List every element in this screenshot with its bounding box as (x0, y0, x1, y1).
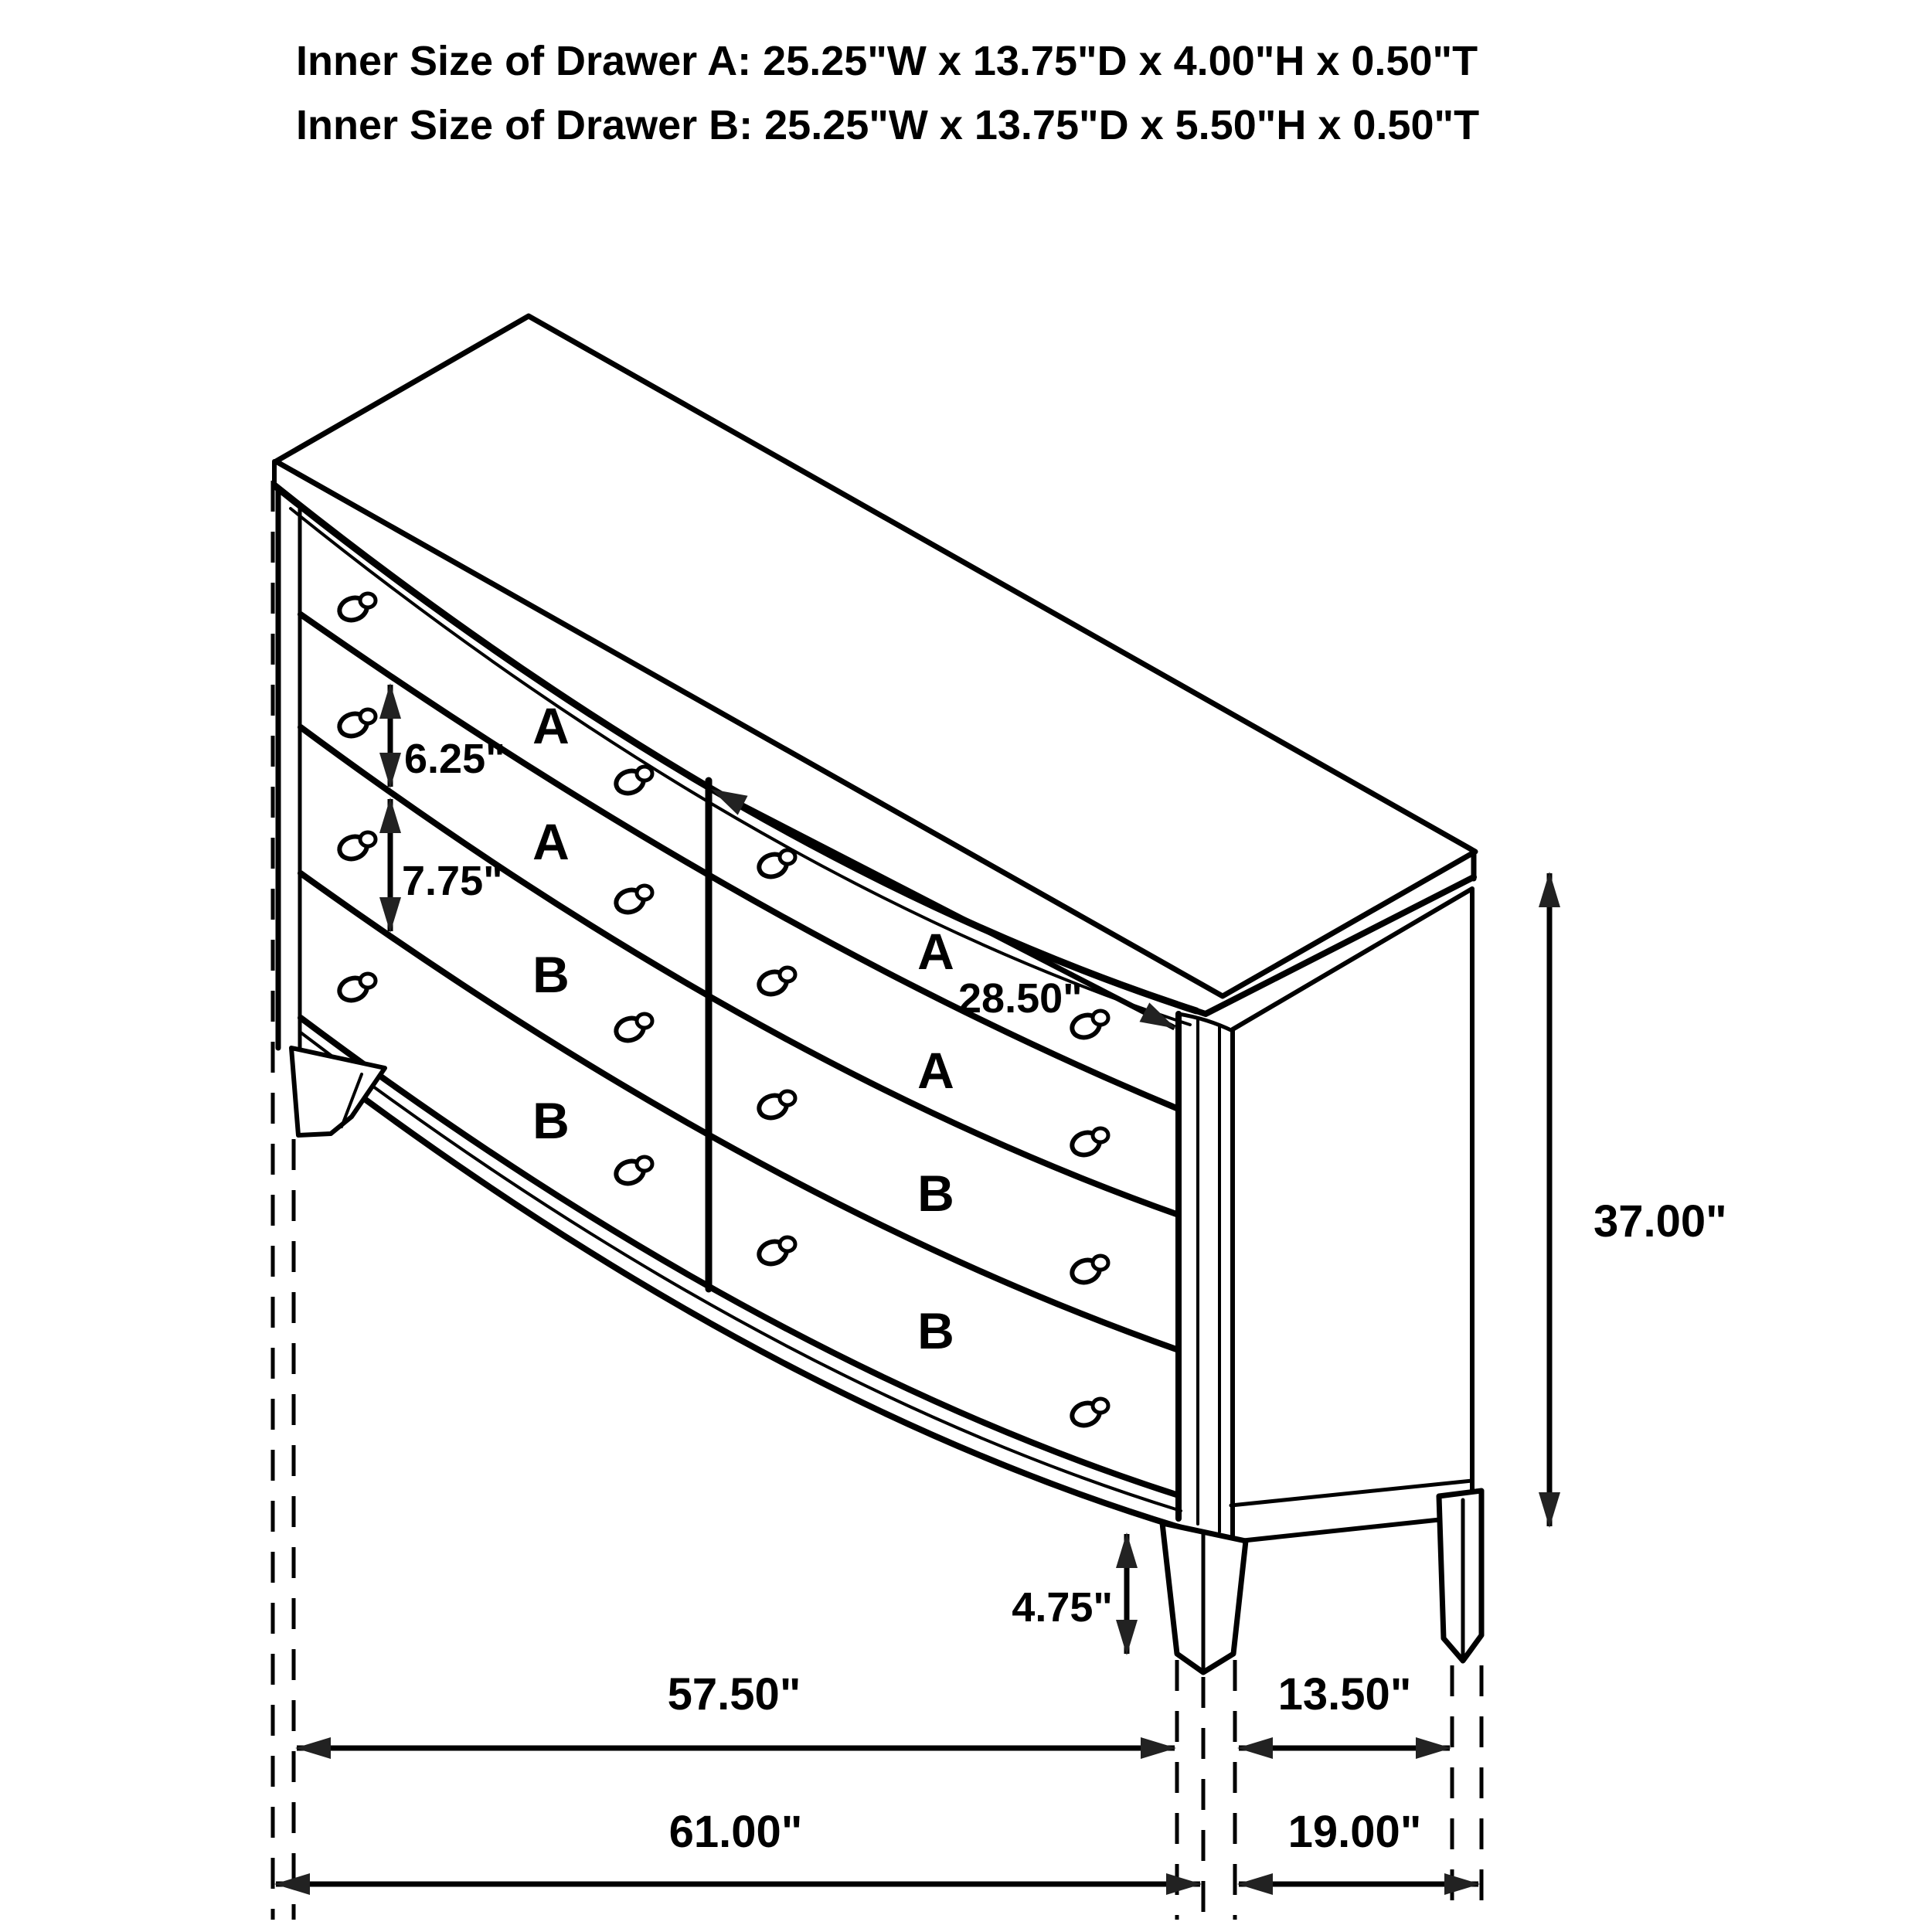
dim-side-leg-spacing (1239, 1669, 1450, 1748)
dim-drawer-a-front-height (390, 685, 505, 787)
drawer-knob (337, 594, 376, 624)
side-panel (1233, 889, 1472, 1542)
drawer-knob (757, 850, 795, 880)
drawer-knob (1070, 1128, 1108, 1158)
drawer-knob (757, 1237, 795, 1267)
dim-overall-width (276, 1807, 1200, 1884)
drawer-letter: B (532, 1092, 570, 1149)
drawer-knob (614, 1014, 652, 1044)
dim-label-overall-height: 37.00" (1594, 1196, 1727, 1247)
drawer-knob (337, 709, 376, 740)
dim-leg-height (1012, 1534, 1127, 1654)
drawer-knob (614, 886, 652, 916)
drawer-knob (757, 968, 795, 998)
drawer-letter: A (917, 1042, 954, 1099)
dresser (274, 316, 1481, 1672)
drawer-letter: A (532, 697, 570, 754)
drawer-knob (614, 1157, 652, 1187)
dim-overall-height (1549, 873, 1727, 1526)
dim-label-drawer-b: 7.75" (402, 858, 503, 904)
title-line-1: Inner Size of Drawer A: 25.25"W x 13.75"D x 4.00"H x 0.50"T (296, 38, 1478, 84)
dim-label-front-leg-spacing: 57.50" (667, 1669, 801, 1719)
drawer-knob (1070, 1256, 1108, 1286)
drawer-knob (757, 1091, 795, 1121)
dim-label-right-section: 28.50" (958, 975, 1083, 1022)
base-rail-molding (301, 1032, 1181, 1511)
drawer-letter: B (917, 1165, 954, 1222)
title-block (296, 38, 1479, 148)
dim-drawer-b-front-height (390, 799, 503, 931)
drawer-knob (337, 832, 376, 862)
drawer-letter: A (532, 813, 570, 870)
dim-label-overall-width: 61.00" (668, 1807, 803, 1857)
title-line-2: Inner Size of Drawer B: 25.25"W x 13.75"D x 5.50"H x 0.50"T (296, 102, 1480, 148)
dim-label-overall-depth: 19.00" (1287, 1807, 1422, 1857)
base-rail-top (301, 1018, 1179, 1495)
dim-label-drawer-a: 6.25" (404, 736, 505, 782)
drawer-knob (1070, 1399, 1108, 1429)
dim-overall-depth (1239, 1807, 1478, 1884)
dim-label-side-leg-spacing: 13.50" (1277, 1669, 1412, 1719)
base-rail-bottom (301, 1051, 1184, 1529)
dim-label-leg-height: 4.75" (1012, 1584, 1113, 1631)
drawer-letter: A (917, 923, 954, 980)
drawer-knob (337, 974, 376, 1004)
dim-front-leg-spacing (297, 1669, 1175, 1748)
back-right-leg (1439, 1491, 1481, 1661)
drawer-letter: B (532, 946, 570, 1003)
drawer-letter: B (917, 1302, 954, 1359)
front-left-leg (291, 1048, 385, 1135)
drawer-knob (614, 767, 652, 797)
